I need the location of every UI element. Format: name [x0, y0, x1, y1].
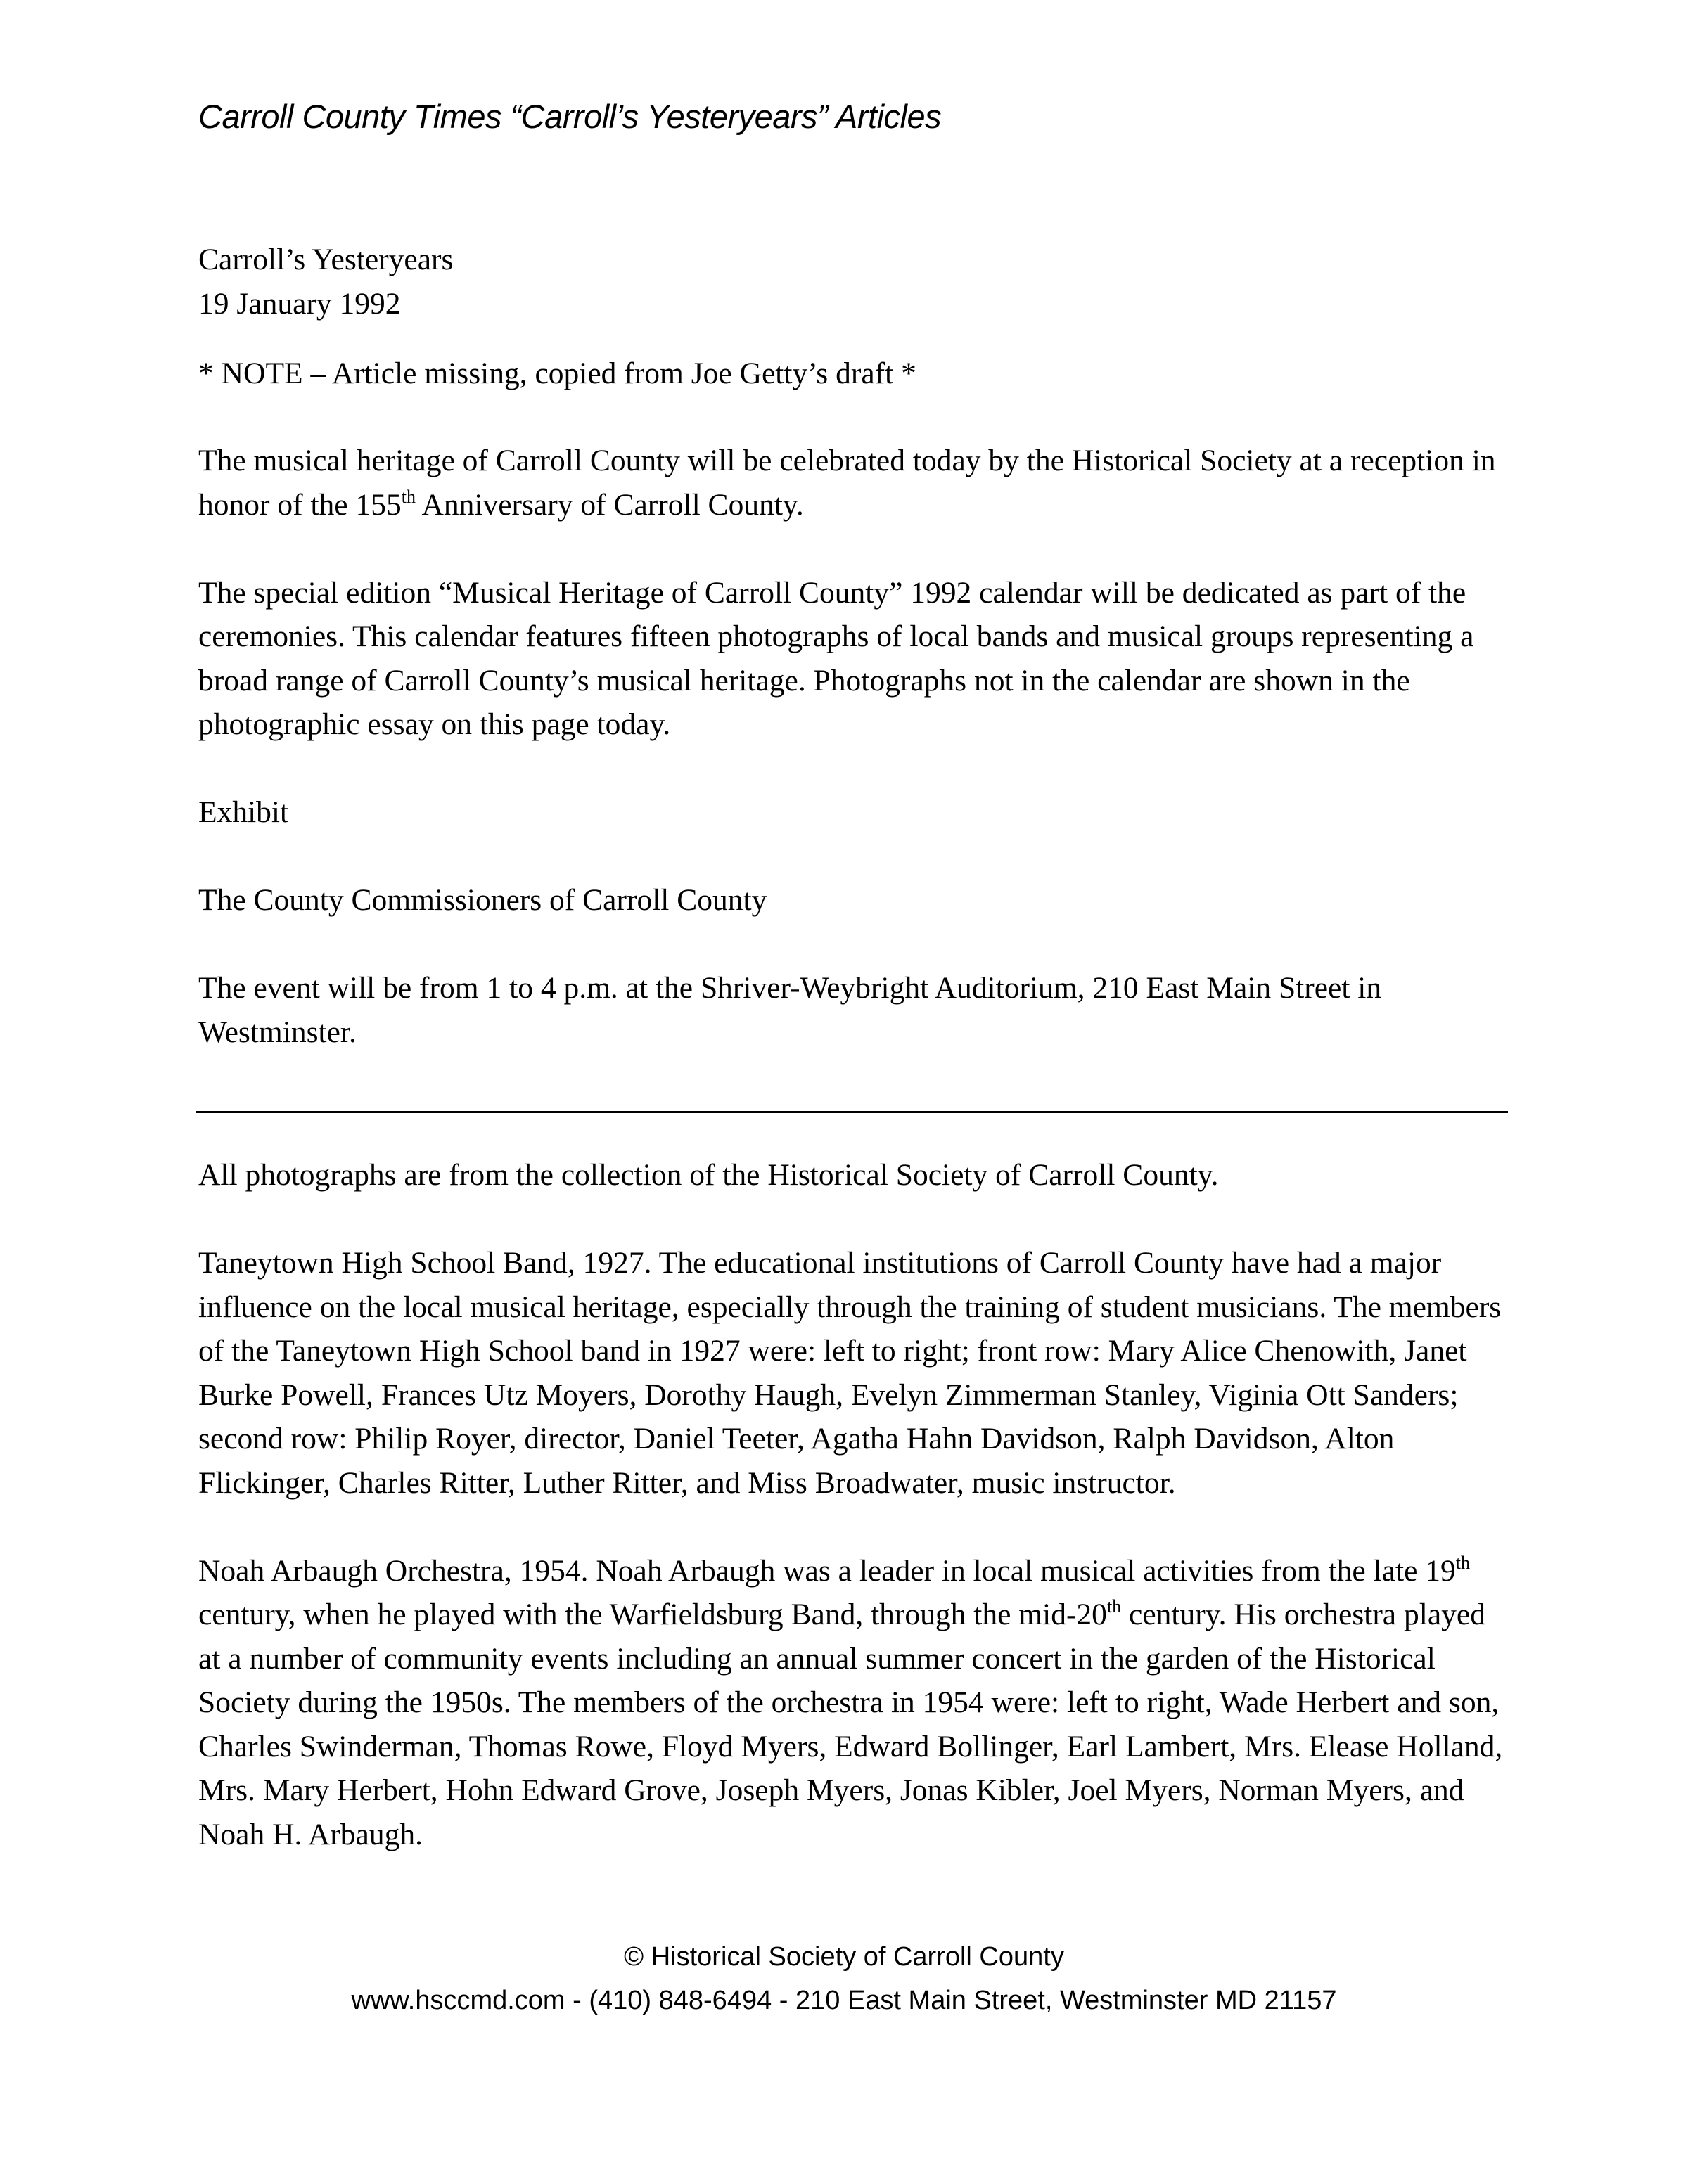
caption-taneytown-band: Taneytown High School Band, 1927. The educational institutions of Carroll County have had a major influence on the local musical heritage, especially through the training of student musicians. The members of the Taneytown High School band in 1927 were: left to right; front row: Mary Alice Chenowith, Janet Burke Powell, Frances Utz Moyers, Dorothy Haugh, Evelyn Zimmerman Stanley, Viginia Ott Sanders; second row: Philip Royer, director, Daniel Teeter, Agatha Hahn Davidson, Ralph Davidson, Alton Flickinger, Charles Ritter, Luther Ritter, and Miss Broadwater, music instructor.: [198, 1246, 1502, 1500]
photo-credit: All photographs are from the collection of the Historical Society of Carroll County.: [198, 1158, 1219, 1192]
ordinal-suffix: th: [1455, 1552, 1471, 1573]
editor-note: [198, 352, 1514, 396]
intro-paragraph-2: The special edition “Musical Heritage of Carroll County” 1992 calendar will be dedicated as part of the ceremonies. This calendar features fifteen photographs of local bands and musical groups representing a broad range of Carroll County’s musical heritage. Photographs not in the calendar are shown in the photographic essay on this page today.: [198, 575, 1474, 741]
intro-1-text-b: Anniversary of Carroll County.: [415, 487, 804, 522]
intro-1-text-a: The musical heritage of Carroll County will be celebrated today by the Historical Society at a reception in honor of the 155: [198, 444, 1496, 522]
ordinal-suffix: th: [1106, 1596, 1122, 1617]
article-date: 19 January 1992: [198, 286, 401, 321]
sponsor-line: The County Commissioners of Carroll County: [198, 883, 767, 917]
running-header: Carroll County Times “Carroll’s Yesteryears” Articles: [198, 98, 942, 135]
column-name: Carroll’s Yesteryears: [198, 243, 454, 276]
caption-arbaugh-orchestra: [198, 1549, 1514, 1857]
arbaugh-text-c: century. His orchestra played at a number of community events including an annual summer concert in the garden of the Historical Society during the 1950s. The members of the orchestra in 1954 were: left to right, Wade Herbert and son, Charles Swinderman, Thomas Rowe, Floyd Myers, Edward Bollinger, Earl Lambert, Mrs. Elease Holland, Mrs. Mary Herbert, Hohn Edward Grove, Joseph Myers, Jonas Kibler, Joel Myers, Norman Myers, and Noah H. Arbaugh.: [198, 1598, 1503, 1851]
footer-contact: www.hsccmd.com - (410) 848-6494 - 210 East Main Street, Westminster MD 21157: [351, 1986, 1337, 2015]
arbaugh-text-a: Noah Arbaugh Orchestra, 1954. Noah Arbaugh was a leader in local musical activities from the late 19: [198, 1553, 1456, 1588]
arbaugh-text-b: century, when he played with the Warfieldsburg Band, through the mid-20: [198, 1598, 1107, 1631]
dateline: [198, 238, 1514, 326]
footer-copyright: © Historical Society of Carroll County: [624, 1942, 1064, 1972]
photo-captions: [198, 1153, 1514, 1901]
exhibit-label: Exhibit: [198, 795, 289, 829]
event-details: The event will be from 1 to 4 p.m. at the Shriver-Weybright Auditorium, 210 East Main Street in Westminster.: [198, 971, 1382, 1049]
horizontal-divider: [196, 1111, 1508, 1113]
article-body: [198, 439, 1514, 1098]
intro-paragraph-1: [198, 439, 1514, 527]
ordinal-suffix: th: [401, 486, 416, 507]
note-text: * NOTE – Article missing, copied from Joe Getty’s draft *: [198, 356, 916, 390]
page-footer: [0, 1935, 1688, 2022]
